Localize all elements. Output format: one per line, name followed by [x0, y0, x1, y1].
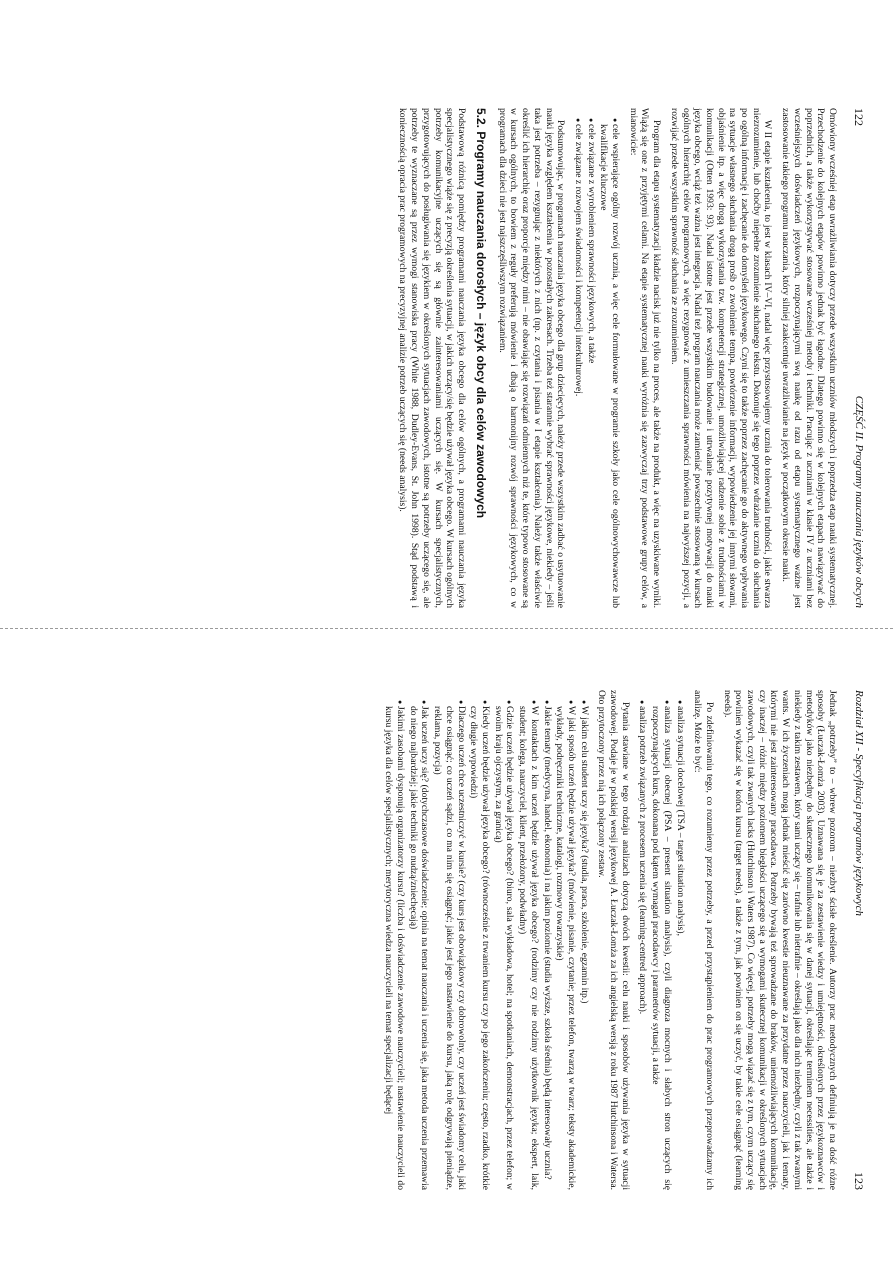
list-item: • cele związane z rozwojem świadomości i kompetencji interkulturowej. [572, 124, 584, 608]
section-heading: 5.2. Programy nauczania dorosłych – język obcy dla celów zawodowych [474, 108, 489, 519]
list-item: • W kontaktach z kim uczeń będzie używał języka obcego? (rodzimy czy nie rodzimy użytkownik języka; ekspert, laik, student; kolega, nauczyciel, klient, przełożony, podwładny) [516, 706, 539, 1190]
analysis-types-list [637, 690, 686, 1190]
list-item: • analiza sytuacji docelowej (TSA – target situation analysis), [674, 706, 686, 1190]
list-item: • Kiedy uczeń będzie używał języka obcego? (równocześnie z trwaniem kursu czy po jego zakończeniu; często, rzadko, krótkie czy długie wypowiedzi) [468, 706, 491, 1190]
goals-list [572, 108, 621, 608]
paragraph: Podsumowując, w programach nauczania języka obcego dla grup dziecięcych, należy przede wszystkim zadbać o usytuowanie nauki języka względem kształcenia w pozostałych zakresach. Trzeba też starannie wybrać sprawności językowe, niekiedy – jeśli taka jest potrzeba – rezygnując z niektórych z nich (np. z czytania i pisania w I etapie kształcenia). Należy także właściwie określić ich hierarchię oraz proporcje między nimi – nie obawiając się rozwiązań odmiennych niż te, które typowo stosowane są w kursach ogólnych, to bowiem z reguły preferują mówienie i dbają o harmonijny rozwój sprawności językowych, co w programach dla dzieci nie jest najszczęśliwszym rozwiązaniem. [496, 108, 567, 608]
list-item: • Gdzie uczeń będzie używał języka obcego? (biuro, sala wykładowa, hotel; na spotkaniach, demonstracjach, przez telefon; w swoim kraju ojczystym, za granicą) [492, 706, 515, 1190]
list-item: • cele wspierające ogólny rozwój ucznia, a więc cele formułowane w programie szkoły jako cele ogólnowychowawcze lub kwalifikacje kluczowe [598, 124, 621, 608]
left-page [6, 108, 866, 608]
page-fold-line [0, 628, 893, 629]
list-item: • Dlaczego uczeń chce uczestniczyć w kursie? (czy kurs jest obowiązkowy czy dobrowolny, czy uczeń jest świadomy celu, jaki chce osiągnąć; co uczeń sądzi, co ma nim się osiągnąć; jakie jest jego nastawienie do kursu, jaką rolę odgrywają pieniądze, reklama, pozycja) [432, 706, 467, 1190]
paragraph: Podstawową różnicą pomiędzy programami nauczania języka obcego dla celów ogólnych, a programami nauczania języka specjalistycznego wiąże się z precyzją określenia sytuacji, w jakich uczący/się będzie używał języka obcego. W kursach ogólnych potrzeby komunikacyjne uczących się są głównie zainteresowaniami uczących się. W kursach specjalistycznych, przygotowujących do posługiwania się językiem w określonych sytuacjach zawodowych, istotne są potrzeby uczącego się, ale potrzeby te wyznaczane są przez wymogi stanowiska pracy (White 1988, Dudley-Evans, St. John 1998). Stąd podstawą i koniecznością opracia prac programowych na precyzyjnej analizie potrzeb uczących się (needs analysis). [397, 108, 468, 608]
running-head [846, 690, 866, 1190]
list-item: • Jakie tematy (medycyna, handel, ekonomia) i na jakim poziomie (studia wyższe, szkoła średnia) będą interesowały ucznia? [541, 706, 553, 1190]
questions-list [383, 690, 590, 1190]
list-item: • cele związane z wyrobieniem sprawności językowych, a także [585, 124, 597, 608]
list-item: • analiza potrzeb związanych z procesem uczenia się (learning-centred approach). [637, 706, 649, 1190]
paragraph: Pytania stawiane w tego rodzaju analizach dotyczą dwóch kwestii: celu nauki i sposobów używania języka w sytuacji zawodowej. Podaje je w polskiej wersji językowej A. Łuczak-Łomża za ich angielską wersją z roku 1987 Hutchinsona i Watersa. Oto przytoczony przez nią ich połączony zestaw. [596, 690, 631, 1190]
list-item: • Jak uczeń uczy się? (dotychczasowe doświadczenie; opinia na temat nauczania i uczenia się, jaka metoda uczenia przemawia do niego najbardziej; jakie techniki go nudzą/zniechęcają) [407, 706, 430, 1190]
running-title: CZĘŚĆ II. Programy nauczania języków obcych [853, 395, 865, 608]
paragraph: W II etapie kształcenia, to jest w klasach IV–VI, nadal więc przystosowujemy ucznia do tolerowania trudności, jakie stwarza niezrozumienie, lub choćby niepełne zrozumienie słuchanego tekstu. Dokonuje się tego poprzez wdrażanie ucznia do słuchania po ogólną informację i zachęcanie do domyśleń językowego. Czyni się to także poprzez zachęcanie go do aktywnego wpływania na sytuacje własnego słuchania drogą prośb o zwolnienie tempa, powtórzenie informacji, wypowiedzenie jej innymi słowami, objaśnienie itp. a więc drogą wykorzystania tzw. kompetencji strategicznej, umożliwiającej radzenie sobie z trudnościami w komunikacji (Otten 1993: 93). Nadal istotne jest przede wszystkim budowanie i utrwalanie pozytywnej motywacji do nauki języka obcego, wciąż też ważna jest integracja. Nadal też program nauczania może zamieniać powszechnie stosowaną w kursach ogólnych hierarchię celów programowych, a więc rezygnować z umieszczania sprawności mówienia na najwyższej pozycji, a rozwijać przede wszystkim sprawność słuchania ze zrozumieniem. [668, 108, 774, 608]
list-item: • analiza sytuacji obecnej (PSA – present situation analysis), czyli diagnoza mocnych i słabych stron uczących się rozpoczynających kurs, dokonana pod kątem wymagań pracodawcy i parametrów sytuacji, a także [649, 706, 672, 1190]
page-number: 122 [852, 108, 866, 126]
right-page [6, 690, 866, 1190]
page-number: 123 [852, 1172, 866, 1190]
running-head [846, 108, 866, 608]
paragraph: Jednak „potrzeby” to – wbrew pozorom – niezbyt ścisłe określenie. Autorzy prac metodycznych definiują je na dość różne sposoby (Łuczak-Łomża 2003). Uznawana się je za zestawienie wiedzy i umiejętności, określonych przez językoznawców i metodyków jako niezbędny do skutecznego komunikowania się w danej sytuacji, określając terminem necessities, ale także i niekiedy z takim zestawem, który sami uczący się – trafnie lub nietrafnie – określają jako dla nich niezbędny, czyli z tak zwanymi wants. W ich życzeniach mogą jednak mieścić się zarówno kwestie nieuznawane za przydatne przez nauczycieli, jak i tematy, którymi nie jest zainteresowany pracodawca. Potrzeby bywają też sprowadzane do braków, uniemożliwiających komunikację, czy inaczej – różnic między poziomem biegłości uczącego się a wymogami skutecznej komunikacji w określonych sytuacjach zawodowych, czyli tak zwanych lacks (Hutchinson i Waters 1987). Co więcej, potrzeby mogą wiązać się z tym, czym uczący się powinien wykazać się w końcu kursu (target needs), a także z tym, jak powinien on się uczyć, by takie cele osiągnąć (learning needs). [721, 690, 838, 1190]
paragraph: Program dla etapu systematyzacji kładzie nacisk już nie tylko na proces, ale także na produkt, a więc na uzyskiwane wyniki. Wiążą się one z przyjętymi celami. Na etapie systematycznej nauki wyróżnia się zazwyczaj trzy podstawowe grupy celów, a mianowicie: [627, 108, 663, 608]
list-item: • W jaki sposób uczeń będzie używał języka? (mówienie, pisanie, czytanie; przez telefon, twarzą w twarz; teksty akademickie, wykłady, podręczniki techniczne, katalogi, rozmowy towarzyskie) [554, 706, 577, 1190]
paragraph: Omówiony wcześniej etap uwrażliwiania dotyczy przede wszystkim uczniów młodszych i poprzedza etap nauki systematycznej. Przechodzenie do kolejnych etapów powinno jednak być łagodne. Dlatego powinno się w kolejnych etapach nawiązywać do poprzednich, a także wykorzystywać stosowane wcześniej metody i techniki. Pracując z uczniami w klasie IV z uczniami bez wcześniejszych doświadczeń językowych, rozpoczynającymi swą naukę od razu od etapu systematycznego ważne jest zastosowanie takiego programu nauczania, który silniej zaakcentuje uwrażliwianie na język w początkowym okresie nauki. [780, 108, 838, 608]
list-item: • W jakim celu student uczy się języka? (studia, praca, szkolenie, egzamin itp.) [578, 706, 590, 1190]
list-item: • Jakimi zasobami dysponują organizatorzy kursu? (liczba i doświadczenie zawodowe nauczycieli; nastawienie nauczycieli do kursu języka dla celów specjalistycznych; merytoryczna wiedza nauczycieli na temat specjalizacji będącej [383, 706, 406, 1190]
paragraph: Po zdefiniowaniu tego, co rozumiemy przez potrzeby, a przed przystąpieniem do prac programowych przeprowadzamy ich analizę. Może to być: [692, 690, 715, 1190]
running-title: Rozdział XII - Specyfikacja programów językowych [853, 690, 865, 916]
